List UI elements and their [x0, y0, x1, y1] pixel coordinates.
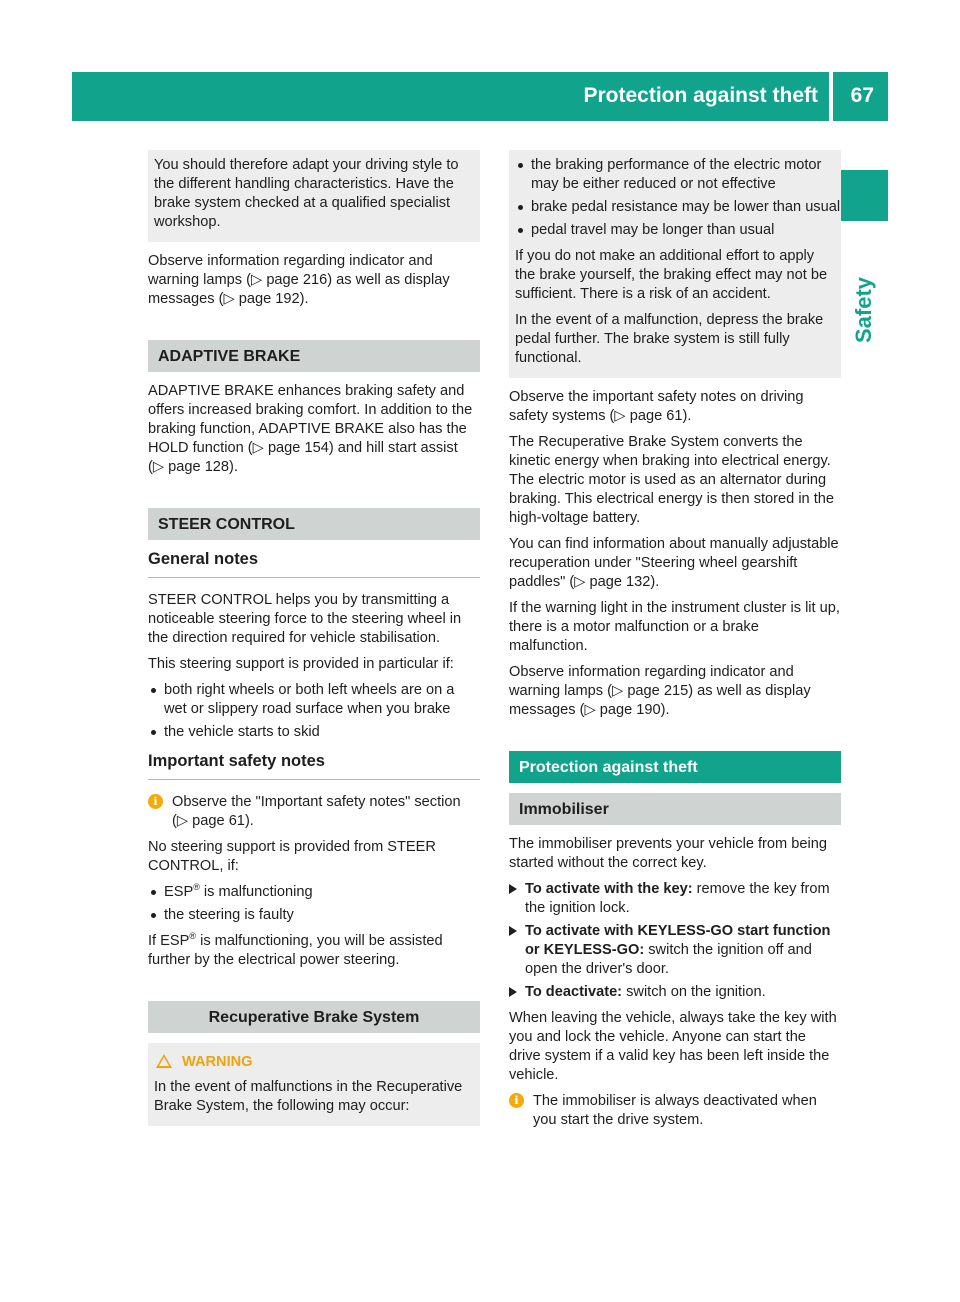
list-item: the braking performance of the electric motor may be either reduced or not effective [515, 156, 841, 194]
info-note: i The immobiliser is always deactivated when you start the drive system. [509, 1092, 841, 1130]
observe-driving-safety-paragraph: Observe the important safety notes on driving safety systems (▷ page 61). [509, 389, 804, 424]
recuperation-paragraph: The Recuperative Brake System converts the kinetic energy when braking into electrical energy. The electric motor is used as an alternator during braking. This electrical energy is then stored in the high-voltage battery. [509, 434, 835, 526]
page-arrow-icon: ▷ [252, 440, 264, 456]
page-arrow-icon: ▷ [612, 683, 624, 699]
no-support-list [148, 883, 480, 925]
action-arrow-icon [509, 926, 517, 936]
steer-paragraph: STEER CONTROL helps you by transmitting a noticeable steering force to the steering wheel in the direction required for vehicle stabilisation. [148, 592, 462, 646]
side-tab-label: Safety [851, 276, 876, 344]
section-heading-protection-against-theft: Protection against theft [509, 751, 841, 783]
immobiliser-paragraph: The immobiliser prevents your vehicle from being started without the correct key. [509, 836, 827, 871]
page-link[interactable]: page 190 [599, 702, 661, 718]
subheading-general-notes: General notes [148, 550, 480, 578]
side-tab-marker [840, 170, 888, 221]
left-column [148, 150, 480, 1136]
action-arrow-icon [509, 884, 517, 894]
warning-box-continued [509, 150, 841, 378]
warning-light-paragraph: If the warning light in the instrument cluster is lit up, there is a motor malfunction or a brake malfunction. [509, 600, 840, 654]
note-text: You should therefore adapt your driving style to the different handling characteristics. Have the brake system checked at a qualified specialist workshop. [154, 157, 459, 230]
page-link[interactable]: page 132 [589, 574, 651, 590]
observe-lamps-paragraph: Observe information regarding indicator and warning lamps (▷ page 215) as well as display messages (▷ page 190). [509, 664, 811, 718]
list-item: the vehicle starts to skid [148, 723, 480, 742]
list-item: brake pedal resistance may be lower than usual [515, 198, 841, 217]
warning-bullet-list [509, 156, 841, 240]
section-heading-recuperative-brake: Recuperative Brake System [148, 1001, 480, 1033]
action-step: To deactivate: switch on the ignition. [509, 983, 841, 1002]
section-heading-immobiliser: Immobiliser [509, 793, 841, 825]
page-link[interactable]: page 61 [629, 408, 683, 424]
list-item: the steering is faulty [148, 906, 480, 925]
leaving-vehicle-paragraph: When leaving the vehicle, always take the key with you and lock the vehicle. Anyone can start the drive system if a valid key has been left inside the vehicle. [509, 1010, 837, 1083]
page-arrow-icon: ▷ [574, 574, 586, 590]
section-heading-steer-control: STEER CONTROL [148, 508, 480, 540]
action-step: To activate with the key: remove the key from the ignition lock. [509, 880, 841, 918]
info-icon: i [148, 794, 163, 809]
esp-paragraph: If ESP® is malfunctioning, you will be assisted further by the electrical power steering. [148, 931, 443, 968]
observe-paragraph: Observe information regarding indicator and warning lamps (▷ page 216) as well as display messages (▷ page 192). [148, 253, 450, 307]
action-step: To activate with KEYLESS-GO start function or KEYLESS-GO: switch the ignition off and open the driver's door. [509, 922, 841, 979]
note-box [148, 150, 480, 242]
info-icon: i [509, 1093, 524, 1108]
info-note: i Observe the "Important safety notes" section (▷ page 61). [148, 793, 480, 831]
page-link[interactable]: page 192 [238, 291, 300, 307]
section-heading-adaptive-brake: ADAPTIVE BRAKE [148, 340, 480, 372]
page-number: 67 [850, 84, 874, 107]
warning-text: In the event of malfunctions in the Recuperative Brake System, the following may occur: [154, 1079, 463, 1114]
warning-paragraph: If you do not make an additional effort to apply the brake yourself, the braking effect may not be sufficient. There is a risk of an accident. [515, 248, 828, 302]
header-divider [829, 72, 833, 121]
adaptive-paragraph: ADAPTIVE BRAKE enhances braking safety and offers increased braking comfort. In addition to the braking function, ADAPTIVE BRAKE also has the HOLD function (▷ page 154) and hill start assist (▷ page 128). [148, 383, 473, 475]
page-arrow-icon: ▷ [152, 459, 165, 475]
page-link[interactable]: page 128 [168, 459, 230, 475]
warning-heading: WARNING [148, 1053, 480, 1072]
page-link[interactable]: page 154 [267, 440, 329, 456]
page-arrow-icon: ▷ [614, 408, 626, 424]
page-header-bar [72, 72, 888, 121]
warning-triangle-icon [156, 1054, 172, 1068]
warning-box [148, 1043, 480, 1126]
page-arrow-icon: ▷ [584, 702, 596, 718]
subheading-important-safety-notes: Important safety notes [148, 752, 480, 780]
list-item: pedal travel may be longer than usual [515, 221, 841, 240]
header-title: Protection against theft [583, 84, 818, 107]
page-arrow-icon: ▷ [223, 291, 235, 307]
page-arrow-icon: ▷ [176, 813, 189, 829]
steer-bullet-list [148, 681, 480, 742]
page-arrow-icon: ▷ [251, 272, 263, 288]
warning-paragraph-2: In the event of a malfunction, depress the brake pedal further. The brake system is still fully functional. [515, 312, 824, 366]
list-item: ESP® is malfunctioning [148, 883, 480, 902]
manual-recuperation-paragraph: You can find information about manually adjustable recuperation under "Steering wheel gearshift paddles" (▷ page 132). [509, 536, 839, 590]
action-arrow-icon [509, 987, 517, 997]
no-support-paragraph: No steering support is provided from STEER CONTROL, if: [148, 839, 436, 874]
right-column [509, 150, 841, 1137]
page-link[interactable]: page 215 [627, 683, 689, 699]
page-link[interactable]: page 216 [266, 272, 328, 288]
action-steps-list [509, 880, 841, 1002]
page-link[interactable]: page 61 [192, 813, 245, 829]
list-item: both right wheels or both left wheels are on a wet or slippery road surface when you brake [148, 681, 480, 719]
steer-paragraph-2: This steering support is provided in particular if: [148, 656, 454, 672]
